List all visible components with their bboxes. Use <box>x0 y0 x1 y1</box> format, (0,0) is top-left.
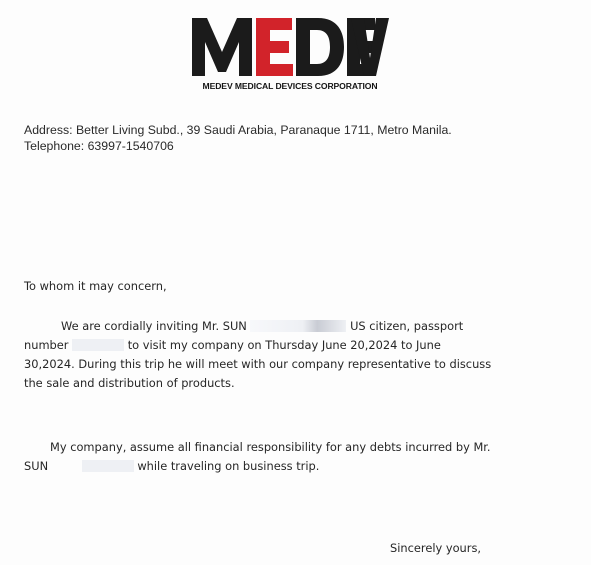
redacted-given-name <box>82 460 134 472</box>
paragraph-1-line-4: the sale and distribution of products. <box>24 376 235 390</box>
letter-closing: Sincerely yours, <box>390 541 482 555</box>
letter-greeting: To whom it may concern, <box>24 279 167 293</box>
company-name: MEDEV MEDICAL DEVICES CORPORATION <box>202 81 378 91</box>
number-label: number <box>24 338 69 352</box>
invitation-text: We are cordially inviting Mr. SUN <box>61 319 247 333</box>
redacted-passport-number <box>72 339 124 351</box>
paragraph-2-line-1: My company, assume all financial responsibility for any debts incurred by Mr. <box>50 440 491 454</box>
redacted-name <box>250 320 346 332</box>
visit-dates-text: to visit my company on Thursday June 20,2024 to June <box>127 338 441 352</box>
company-logo <box>190 14 390 96</box>
medev-logo-mark <box>190 14 390 78</box>
paragraph-1-line-2 <box>24 338 441 353</box>
citizenship-text: US citizen, passport <box>350 319 464 333</box>
paragraph-1-line-3: 30,2024. During this trip he will meet with our company representative to discuss <box>24 357 492 371</box>
travel-text: while traveling on business trip. <box>137 459 320 473</box>
surname-text: SUN <box>24 459 49 473</box>
paragraph-1-line-1 <box>61 319 463 334</box>
company-telephone: Telephone: 63997-1540706 <box>24 139 174 153</box>
company-address: Address: Better Living Subd., 39 Saudi Arabia, Paranaque 1711, Metro Manila. <box>24 123 452 137</box>
paragraph-2-line-2 <box>24 459 319 474</box>
